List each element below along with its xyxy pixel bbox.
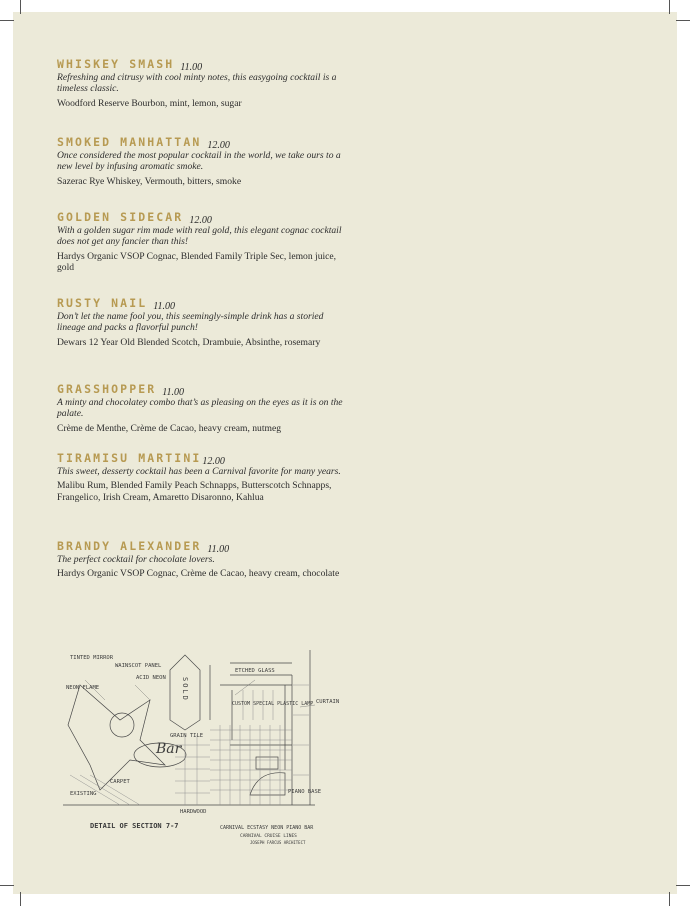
item-price: 11.00 [162, 387, 185, 398]
item-description: A minty and chocolatey combo that’s as pleasing on the eyes as it is on the palate. [57, 397, 343, 420]
item-description: Refreshing and citrusy with cool minty notes, this easygoing cocktail is a timeless classic. [57, 72, 337, 95]
item-ingredients: Woodford Reserve Bourbon, mint, lemon, sugar [57, 97, 242, 109]
menu-item-brandy-alexander [57, 539, 347, 580]
item-ingredients: Crème de Menthe, Crème de Cacao, heavy cream, nutmeg [57, 422, 282, 434]
crop-mark [0, 885, 14, 886]
crop-mark [669, 0, 670, 14]
item-ingredients: Hardys Organic VSOP Cognac, Crème de Cacao, heavy cream, chocolate [57, 568, 340, 580]
caption-title: CARNIVAL ECSTASY NEON PIANO BAR [220, 825, 314, 831]
item-price: 12.00 [207, 140, 230, 151]
sketch-note: TINTED MIRROR [70, 655, 114, 661]
sketch-note: CURTAIN [316, 699, 340, 705]
sketch-note: PIANO BASE [288, 789, 322, 795]
menu-item-tiramisu-martini [57, 451, 347, 503]
item-price: 12.00 [189, 215, 212, 226]
crop-mark [20, 892, 21, 906]
menu-item-rusty-nail [57, 296, 347, 348]
sketch-note: GRAIN TILE [170, 733, 204, 739]
sketch-note: HARDWOOD [180, 809, 207, 815]
item-price: 11.00 [180, 62, 203, 73]
menu-item-grasshopper [57, 382, 347, 434]
item-ingredients: Hardys Organic VSOP Cognac, Blended Family Triple Sec, lemon juice, gold [57, 250, 337, 274]
item-ingredients: Dewars 12 Year Old Blended Scotch, Drambuie, Absinthe, rosemary [57, 336, 321, 348]
sketch-note: WAINSCOT PANEL [115, 663, 162, 669]
item-name: TIRAMISU MARTINI [57, 451, 202, 465]
detail-label: DETAIL OF SECTION 7-7 [90, 822, 179, 830]
caption-architect: JOSEPH FARCUS ARCHITECT [250, 840, 306, 845]
item-price: 12.00 [202, 456, 225, 467]
crop-mark [0, 20, 14, 21]
architectural-sketch [60, 645, 348, 850]
item-ingredients: Malibu Rum, Blended Family Peach Schnapps, Butterscotch Schnapps, Frangelico, Irish Cream, Amaretto Disaronno, Kahlua [57, 480, 332, 503]
item-description: Once considered the most popular cocktail in the world, we take ours to a new level by infusing aromatic smoke. [57, 150, 341, 173]
sketch-note: EXISTING [70, 791, 97, 797]
item-description: With a golden sugar rim made with real gold, this elegant cognac cocktail does not get any fancier than this! [57, 225, 342, 248]
bar-sign-text: Bar [156, 741, 182, 757]
item-description: The perfect cocktail for chocolate lovers. [57, 554, 215, 565]
item-price: 11.00 [207, 544, 230, 555]
item-description: Don’t let the name fool you, this seemingly-simple drink has a storied lineage and packs a flavorful punch! [57, 311, 324, 334]
sketch-note: ETCHED GLASS [235, 668, 275, 674]
item-name: BRANDY ALEXANDER [57, 539, 202, 553]
crop-mark [669, 892, 670, 906]
item-name: SMOKED MANHATTAN [57, 135, 202, 149]
item-ingredients: Sazerac Rye Whiskey, Vermouth, bitters, smoke [57, 175, 242, 187]
item-name: RUSTY NAIL [57, 296, 148, 310]
sketch-note: CARPET [110, 779, 130, 785]
crop-mark [676, 885, 690, 886]
crop-mark [676, 20, 690, 21]
sketch-note: CUSTOM SPECIAL PLASTIC LAMP [232, 701, 314, 707]
crop-mark [20, 0, 21, 14]
menu-item-whiskey-smash [57, 57, 347, 109]
caption-client: CARNIVAL CRUISE LINES [240, 834, 297, 839]
item-name: GOLDEN SIDECAR [57, 210, 184, 224]
vertical-sign-text: SOLD [181, 677, 189, 702]
menu-item-golden-sidecar [57, 210, 347, 274]
item-price: 11.00 [153, 301, 176, 312]
item-name: WHISKEY SMASH [57, 57, 175, 71]
menu-item-smoked-manhattan [57, 135, 347, 187]
sketch-note: ACID NEON [136, 675, 166, 681]
item-description: This sweet, desserty cocktail has been a Carnival favorite for many years. [57, 466, 341, 477]
sketch-note: NEON FLAME [66, 685, 100, 691]
item-name: GRASSHOPPER [57, 382, 157, 396]
